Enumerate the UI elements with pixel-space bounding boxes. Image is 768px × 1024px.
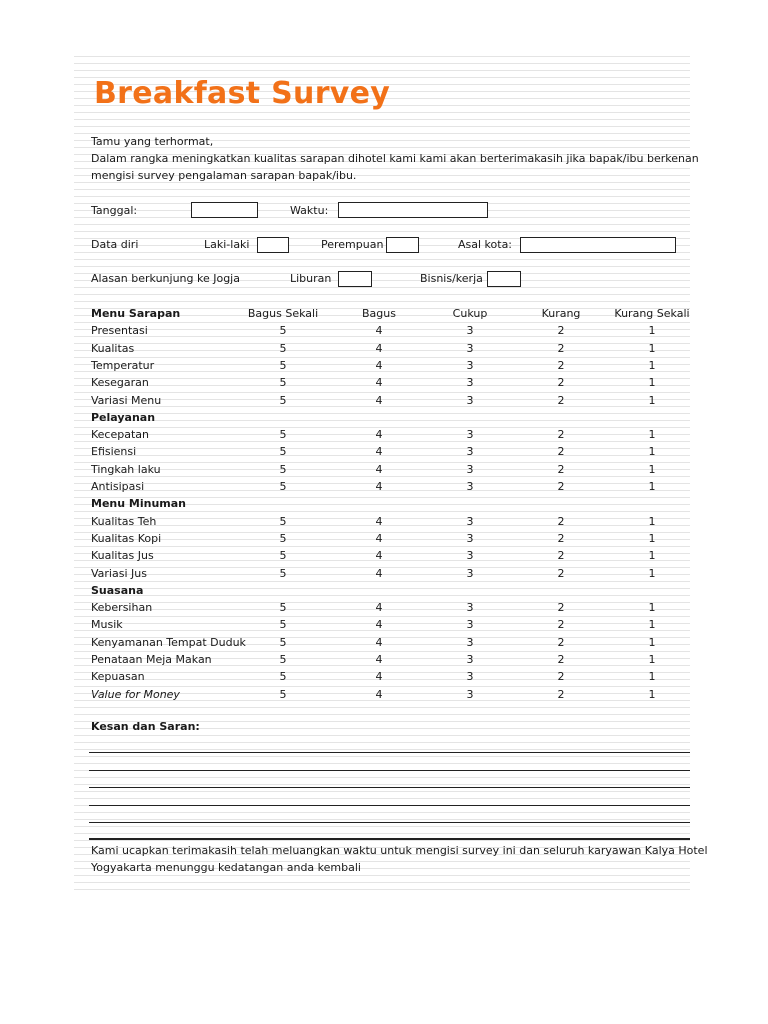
score-cell: 2 [557,531,565,545]
score-cell: 4 [375,358,383,372]
table-row-label: Kenyamanan Tempat Duduk [91,635,246,649]
table-row-label: Kualitas [91,341,135,355]
score-cell: 4 [375,428,383,442]
score-cell: 4 [375,445,383,459]
laki-checkbox[interactable] [257,237,289,253]
asal-kota-label: Asal kota: [458,238,513,251]
score-cell: 1 [648,445,656,459]
table-header-cell: Bagus Sekali [247,307,319,320]
perempuan-checkbox[interactable] [386,237,419,253]
score-cell: 5 [279,687,287,701]
score-cell: 2 [557,341,565,355]
score-cell: 3 [466,428,474,442]
table-row-label: Kesegaran [91,376,149,390]
score-cell: 1 [648,549,656,563]
score-cell: 3 [466,358,474,372]
bisnis-checkbox[interactable] [487,271,521,287]
score-cell: 3 [466,445,474,459]
table-row-label: Efisiensi [91,445,137,459]
score-cell: 4 [375,687,383,701]
table-row-label: Kualitas Teh [91,514,157,528]
score-cell: 5 [279,653,287,666]
score-cell: 2 [557,566,565,580]
score-cell: 4 [375,670,383,684]
score-cell: 4 [375,549,383,563]
write-line [89,752,690,753]
score-cell: 1 [648,601,656,615]
score-cell: 4 [375,653,383,666]
score-cell: 2 [557,687,565,701]
score-cell: 5 [279,393,287,407]
score-cell: 4 [375,462,383,476]
tanggal-input[interactable] [191,202,258,218]
score-cell: 1 [648,376,656,390]
score-cell: 3 [466,601,474,615]
score-cell: 1 [648,566,656,580]
score-cell: 2 [557,376,565,390]
score-cell: 5 [279,514,287,528]
score-cell: 4 [375,635,383,649]
intro-line: mengisi survey pengalaman sarapan bapak/ibu. [91,169,357,182]
score-cell: 3 [466,462,474,476]
intro-line: Tamu yang terhormat, [91,135,214,148]
write-line [89,787,690,788]
score-cell: 2 [557,358,565,372]
score-cell: 2 [557,514,565,528]
table-header-cell: Kurang [541,307,581,320]
score-cell: 4 [375,514,383,528]
survey-sheet [74,50,708,893]
score-cell: 5 [279,531,287,545]
score-cell: 5 [279,566,287,580]
score-cell: 4 [375,376,383,390]
table-row-label: Kualitas Jus [91,549,154,563]
closing-line: Yogyakarta menunggu kedatangan anda kembali [91,861,361,874]
score-cell: 4 [375,341,383,355]
page-title: Breakfast Survey [94,76,391,111]
score-cell: 2 [557,324,565,338]
liburan-label: Liburan [290,272,332,285]
score-cell: 1 [648,514,656,528]
score-cell: 1 [648,635,656,649]
kesan-label: Kesan dan Saran: [91,720,200,733]
score-cell: 2 [557,601,565,615]
score-cell: 5 [279,549,287,563]
score-cell: 1 [648,428,656,442]
score-cell: 1 [648,531,656,545]
score-cell: 3 [466,635,474,649]
score-cell: 1 [648,393,656,407]
intro-line: Dalam rangka meningkatkan kualitas sarapan dihotel kami kami akan berterimakasih jika bapak/ibu berkenan [91,152,699,165]
closing-line: Kami ucapkan terimakasih telah meluangkan waktu untuk mengisi survey ini dan seluruh karyawan Kalya Hotel [91,844,708,857]
score-cell: 4 [375,393,383,407]
score-cell: 1 [648,618,656,632]
score-cell: 2 [557,618,565,632]
score-cell: 2 [557,462,565,476]
table-row-label: Presentasi [91,324,148,338]
table-row-label: Antisipasi [91,480,145,493]
score-cell: 4 [375,601,383,615]
score-cell: 5 [279,480,287,493]
asal-kota-input[interactable] [520,237,676,253]
waktu-input[interactable] [338,202,488,218]
table-row-label: Variasi Menu [91,393,162,407]
table-header-cell: Bagus [362,307,396,320]
perempuan-label: Perempuan [321,238,384,251]
score-cell: 3 [466,653,474,666]
score-cell: 4 [375,618,383,632]
score-cell: 5 [279,635,287,649]
score-cell: 5 [279,428,287,442]
score-cell: 5 [279,376,287,390]
score-cell: 4 [375,566,383,580]
alasan-label: Alasan berkunjung ke Jogja [91,272,240,285]
score-cell: 3 [466,480,474,493]
table-header-cell: Cukup [452,307,488,320]
score-cell: 3 [466,531,474,545]
score-cell: 5 [279,618,287,632]
write-line [89,805,690,806]
score-cell: 2 [557,480,565,493]
score-cell: 3 [466,514,474,528]
table-row-label: Kualitas Kopi [91,531,162,545]
score-cell: 3 [466,549,474,563]
score-cell: 5 [279,324,287,338]
tanggal-label: Tanggal: [91,204,138,217]
score-cell: 1 [648,480,656,493]
score-cell: 1 [648,670,656,684]
score-cell: 3 [466,566,474,580]
table-row-label: Value for Money [91,687,180,701]
score-cell: 4 [375,324,383,338]
table-row-label: Musik [91,618,123,632]
table-row-label: Tingkah laku [91,462,161,476]
score-cell: 1 [648,462,656,476]
liburan-checkbox[interactable] [338,271,372,287]
table-row-label: Penataan Meja Makan [91,653,212,666]
score-cell: 3 [466,376,474,390]
table-row-label: Kecepatan [91,428,149,442]
write-line [89,822,690,823]
score-cell: 3 [466,324,474,338]
score-cell: 4 [375,531,383,545]
score-cell: 2 [557,549,565,563]
score-cell: 5 [279,341,287,355]
score-cell: 5 [279,670,287,684]
laki-label: Laki-laki [204,238,250,251]
section-heading: Suasana [91,583,144,597]
table-row-label: Temperatur [91,358,155,372]
score-cell: 3 [466,341,474,355]
bisnis-label: Bisnis/kerja [420,272,483,285]
data-diri-label: Data diri [91,238,139,251]
score-cell: 2 [557,670,565,684]
write-line [89,770,690,771]
score-cell: 5 [279,462,287,476]
score-cell: 2 [557,653,565,666]
score-cell: 5 [279,601,287,615]
table-row-label: Variasi Jus [91,566,147,580]
table-row-label: Kebersihan [91,601,153,615]
score-cell: 4 [375,480,383,493]
table-row-label: Kepuasan [91,670,145,684]
score-cell: 3 [466,670,474,684]
score-cell: 2 [557,635,565,649]
score-cell: 1 [648,687,656,701]
score-cell: 2 [557,393,565,407]
score-cell: 2 [557,445,565,459]
score-cell: 1 [648,341,656,355]
divider-line [89,838,690,840]
table-header-cell: Kurang Sekali [614,307,690,320]
waktu-label: Waktu: [290,204,329,217]
score-cell: 5 [279,358,287,372]
score-cell: 1 [648,653,656,666]
score-cell: 3 [466,393,474,407]
score-cell: 1 [648,324,656,338]
score-cell: 3 [466,687,474,701]
table-header-label: Menu Sarapan [91,307,181,320]
score-cell: 2 [557,428,565,442]
score-cell: 5 [279,445,287,459]
score-cell: 3 [466,618,474,632]
section-heading: Pelayanan [91,410,156,424]
score-cell: 1 [648,358,656,372]
section-heading: Menu Minuman [91,497,186,511]
